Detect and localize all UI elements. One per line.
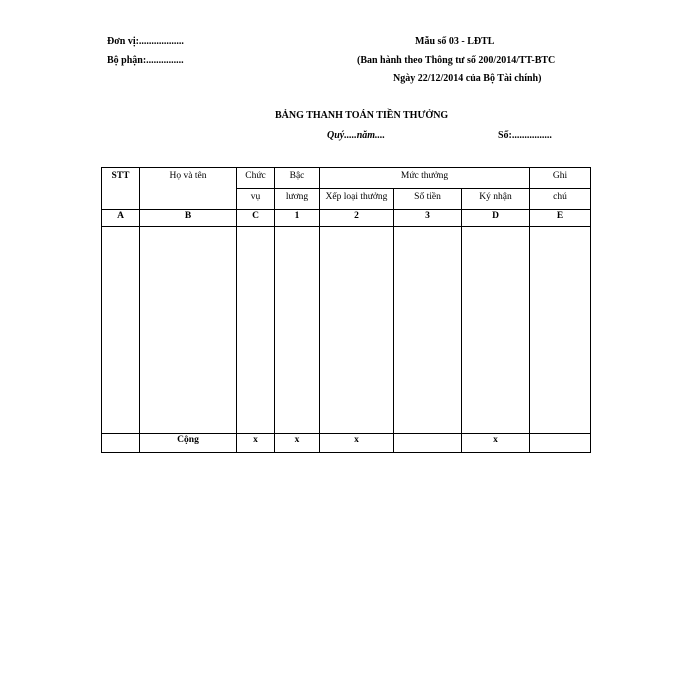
table-cell [140,227,237,434]
col-header-position-line2: vụ [237,189,275,210]
issued-by-text: (Ban hành theo Thông tư số 200/2014/TT-BTC [357,55,556,66]
bonus-payment-table [101,167,591,453]
col-header-note-line1: Ghi [530,168,591,189]
col-header-bonus-group: Mức thưởng [320,168,530,189]
table-cell [275,227,320,434]
document-number: Số:................ [498,130,552,141]
total-sign-mark: x [462,434,530,453]
table-cell [320,227,394,434]
total-amount-cell [394,434,462,453]
unit-label: Đơn vị:.................. [107,36,184,47]
total-row [102,434,591,453]
total-rank-mark: x [320,434,394,453]
table-cell [102,434,140,453]
period-label: Quý.....năm.... [327,130,386,141]
table-cell [530,227,591,434]
total-salary-grade-mark: x [275,434,320,453]
table-body-empty-row [102,227,591,434]
column-code: A [102,210,140,227]
table-cell [462,227,530,434]
column-code-row [102,210,591,227]
column-code: B [140,210,237,227]
column-code: 1 [275,210,320,227]
column-code: 2 [320,210,394,227]
total-position-mark: x [237,434,275,453]
column-code: 3 [394,210,462,227]
column-code: E [530,210,591,227]
issued-date-text: Ngày 22/12/2014 của Bộ Tài chính) [393,73,542,84]
form-code: Mẫu số 03 - LĐTL [415,36,495,47]
table-cell [102,227,140,434]
col-header-salary-grade-line1: Bậc [275,168,320,189]
col-header-position-line1: Chức [237,168,275,189]
col-header-name: Họ và tên [140,168,237,210]
total-label: Cộng [140,434,237,453]
header-row-1 [102,168,591,189]
col-header-note-line2: chú [530,189,591,210]
col-header-salary-grade-line2: lương [275,189,320,210]
document-title: BẢNG THANH TOÁN TIỀN THƯỞNG [275,110,449,121]
total-note-cell [530,434,591,453]
col-header-amount: Số tiền [394,189,462,210]
table-cell [394,227,462,434]
col-header-stt: STT [102,168,140,210]
column-code: D [462,210,530,227]
col-header-rank: Xếp loại thưởng [320,189,394,210]
department-label: Bộ phận:............... [107,55,184,66]
table-cell [237,227,275,434]
col-header-sign: Ký nhận [462,189,530,210]
column-code: C [237,210,275,227]
